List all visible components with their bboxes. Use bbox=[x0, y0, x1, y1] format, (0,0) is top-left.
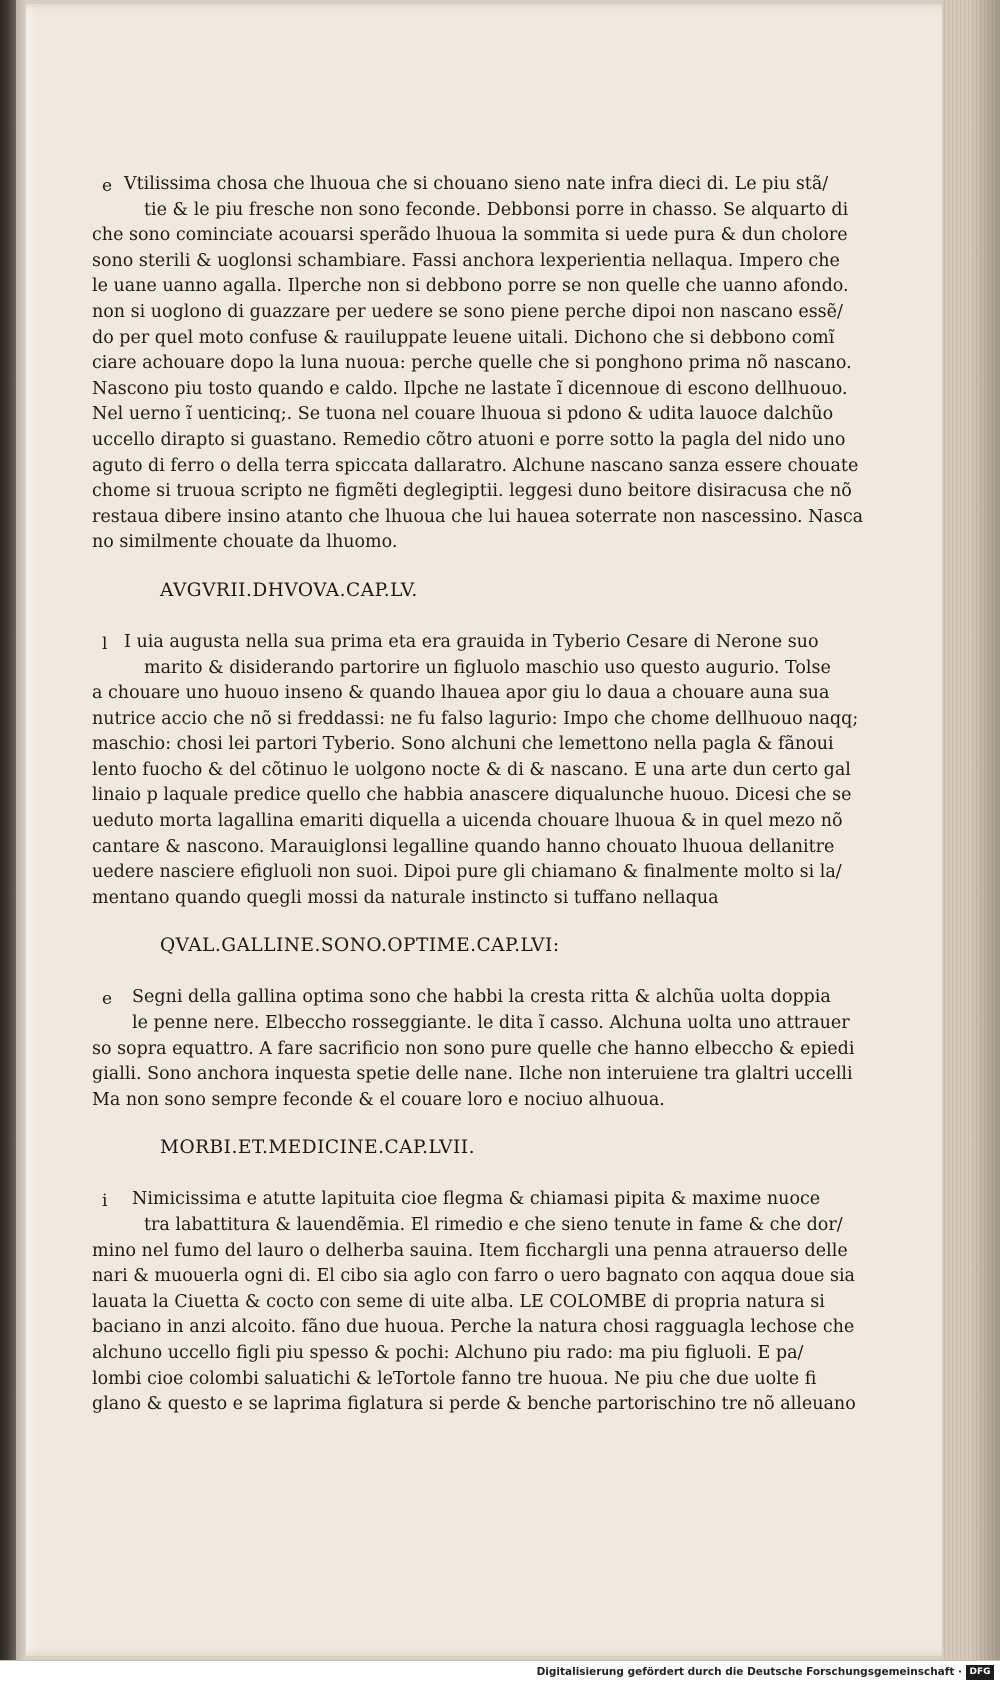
text-line: alchuno uccello figli piu spesso & pochi: Alchuno piu rado: ma piu figluoli. E pa/ bbox=[92, 1342, 804, 1363]
chapter-heading: AVGVRII.DHVOVA.CAP.LV. bbox=[160, 579, 418, 601]
text-line: Ma non sono sempre feconde & el couare loro e nociuo alhuoua. bbox=[92, 1089, 665, 1110]
text-line: gialli. Sono anchora inquesta spetie delle nane. Ilche non interuiene tra glaltri uccelli bbox=[92, 1064, 853, 1085]
text-line: nari & muouerla ogni di. El cibo sia aglo con farro o uero bagnato con aqqua doue sia bbox=[92, 1266, 855, 1287]
guide-letter: i bbox=[102, 1191, 108, 1212]
digitization-footer bbox=[0, 1660, 1000, 1686]
guide-letter: e bbox=[102, 989, 113, 1010]
text-line: chome si truoua scripto ne figmẽti deglegiptii. leggesi duno beitore disiracusa che nõ bbox=[92, 481, 852, 502]
paragraph-intro bbox=[92, 172, 864, 556]
text-line: lauata la Ciuetta & cocto con seme di uite alba. LE COLOMBE di propria natura si bbox=[92, 1291, 825, 1312]
page-edge-shadow bbox=[970, 0, 1000, 1660]
text-line: so sopra equattro. A fare sacrificio non sono pure quelle che hanno elbeccho & epiedi bbox=[92, 1038, 855, 1059]
text-line: mino nel fumo del lauro o delherba sauina. Item ficchargli una penna atrauerso delle bbox=[92, 1240, 848, 1261]
guide-letter: e bbox=[102, 176, 113, 196]
text-line: Nascono piu tosto quando e caldo. Ilpche ne lastate ĩ dicennoue di escono dellhuouo. bbox=[92, 378, 848, 399]
funding-notice: Digitalisierung gefördert durch die Deutsche Forschungsgemeinschaft · bbox=[536, 1666, 962, 1678]
text-line: glano & questo e se laprima figlatura si perde & benche partorischino tre nõ alleuano bbox=[92, 1394, 856, 1415]
paragraph-chapter-57 bbox=[92, 1187, 856, 1417]
text-line: Nel uerno ĩ uenticinq;. Se tuona nel couare lhuoua si pdono & udita lauoce dalchũo bbox=[92, 404, 834, 425]
text-line: uedere nasciere efigluoli non suoi. Dipoi pure gli chiamano & finalmente molto si la/ bbox=[92, 862, 842, 883]
text-line: Segni della gallina optima sono che habbi la cresta ritta & alchũa uolta doppia bbox=[132, 987, 831, 1008]
text-line: no similmente chouate da lhuomo. bbox=[92, 532, 398, 553]
dfg-logo: DFG bbox=[966, 1665, 994, 1680]
text-line: restaua dibere insino atanto che lhuoua che lui hauea soterrate non nascessino. Nasca bbox=[92, 506, 864, 527]
text-line: non si uoglono di guazzare per uedere se sono piene perche dipoi non nascano essẽ/ bbox=[92, 301, 843, 322]
text-line: Nimicissima e atutte lapituita cioe flegma & chiamasi pipita & maxime nuoce bbox=[132, 1189, 821, 1210]
text-line: baciano in anzi alcoito. fãno due huoua. Perche la natura chosi ragguagla lechose che bbox=[92, 1317, 855, 1338]
text-line: lombi cioe colombi saluatichi & leTortole fanno tre huoua. Ne piu che due uolte fi bbox=[92, 1368, 817, 1389]
text-line: nutrice accio che nõ si freddassi: ne fu falso lagurio: Impo che chome dellhuouo naqq; bbox=[92, 708, 859, 729]
paragraph-chapter-55 bbox=[92, 630, 859, 912]
text-line: le uane uanno agalla. Ilperche non si debbono porre se non quelle che uanno afondo. bbox=[92, 276, 849, 297]
text-line: linaio p laquale predice quello che habbia anascere diqualunche huouo. Dicesi che se bbox=[92, 785, 852, 806]
text-line: cantare & nascono. Marauiglonsi legalline quando hanno chouato lhuoua dellanitre bbox=[92, 836, 835, 857]
text-line: che sono cominciate acouarsi sperãdo lhuoua la sommita si uede pura & dun cholore bbox=[92, 225, 848, 246]
text-line: mentano quando quegli mossi da naturale instincto si tuffano nellaqua bbox=[92, 887, 719, 908]
text-line: ueduto morta lagallina emariti diquella a uicenda chouare lhuoua & in quel mezo nõ bbox=[92, 811, 843, 832]
text-line: ciare achouare dopo la luna nuoua: perche quelle che si ponghono prima nõ nascano. bbox=[92, 353, 852, 374]
facing-page-edge bbox=[0, 0, 16, 1660]
chapter-heading: QVAL.GALLINE.SONO.OPTIME.CAP.LVI: bbox=[160, 935, 560, 957]
text-line: tie & le piu fresche non sono feconde. Debbonsi porre in chasso. Se alquarto di bbox=[144, 199, 849, 220]
text-line: marito & disiderando partorire un figluolo maschio uso questo augurio. Tolse bbox=[144, 657, 831, 678]
paragraph-chapter-56 bbox=[92, 985, 855, 1113]
text-line: maschio: chosi lei partori Tyberio. Sono alchuni che lemettono nella pagla & fãnoui bbox=[92, 734, 834, 755]
text-line: I uia augusta nella sua prima eta era grauida in Tyberio Cesare di Nerone suo bbox=[124, 631, 819, 652]
text-line: aguto di ferro o della terra spiccata dallaratro. Alchune nascano sanza essere chouate bbox=[92, 455, 859, 476]
text-line: a chouare uno huouo inseno & quando lhauea apor giu lo daua a chouare auna sua bbox=[92, 683, 830, 704]
guide-letter: l bbox=[102, 633, 108, 654]
text-line: sono sterili & uoglonsi schambiare. Fassi anchora lexperientia nellaqua. Impero che bbox=[92, 250, 840, 271]
page-text bbox=[92, 172, 864, 1418]
text-line: tra labattitura & lauendẽmia. El rimedio e che sieno tenute in fame & che dor/ bbox=[144, 1215, 843, 1235]
text-line: do per quel moto confuse & rauiluppate leuene uitali. Dichono che si debbono comĩ bbox=[92, 327, 835, 348]
text-line: le penne nere. Elbeccho rosseggiante. le dita ĩ casso. Alchuna uolta uno attrauer bbox=[132, 1013, 850, 1034]
text-line: lento fuocho & del cõtinuo le uolgono nocte & di & nascano. E una arte dun certo gal bbox=[92, 759, 851, 780]
text-line: Vtilissima chosa che lhuoua che si chouano sieno nate infra dieci di. Le piu stã/ bbox=[124, 174, 829, 194]
text-line: uccello dirapto si guastano. Remedio cõtro atuoni e porre sotto la pagla del nido uno bbox=[92, 429, 846, 450]
chapter-heading: MORBI.ET.MEDICINE.CAP.LVII. bbox=[160, 1137, 475, 1159]
